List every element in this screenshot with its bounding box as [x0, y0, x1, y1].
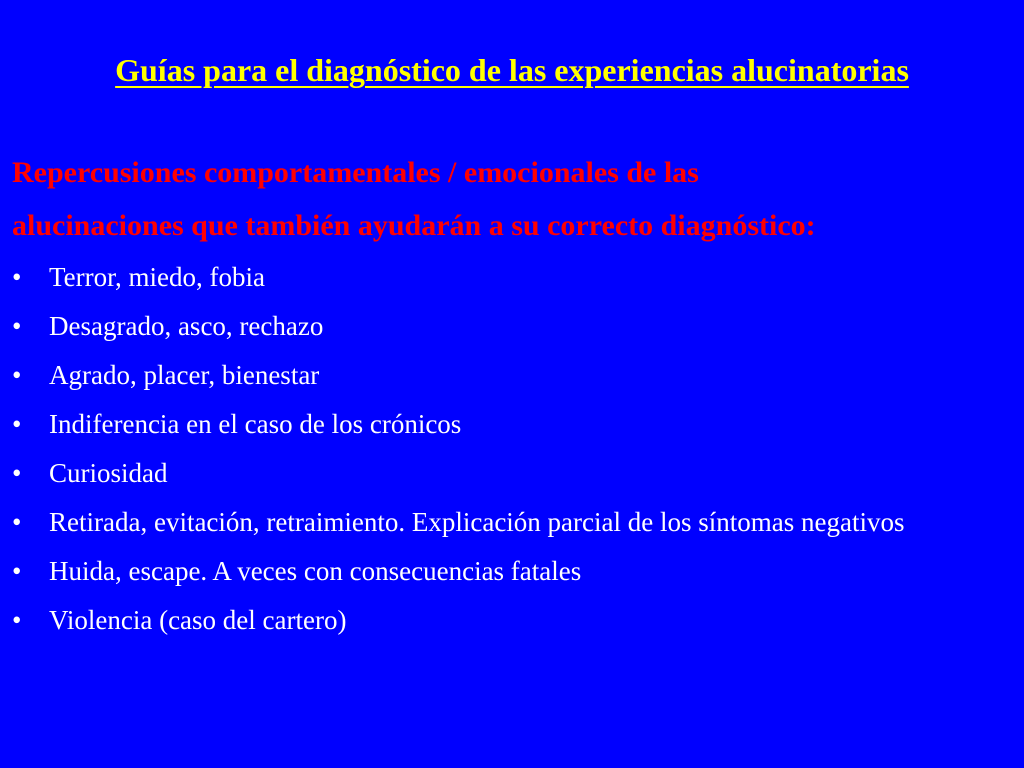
slide-subtitle	[12, 146, 1017, 252]
bullet-icon: •	[12, 458, 22, 488]
bullet-text: Indiferencia en el caso de los crónicos	[49, 409, 462, 439]
bullet-item	[12, 405, 1012, 444]
bullet-icon: •	[12, 605, 22, 635]
bullet-icon: •	[12, 360, 22, 390]
bullet-icon: •	[12, 311, 22, 341]
bullet-icon: •	[12, 409, 22, 439]
bullet-text: Huida, escape. A veces con consecuencias fatales	[49, 556, 582, 586]
bullet-item	[12, 258, 1012, 297]
bullet-icon: •	[12, 262, 22, 292]
bullet-item	[12, 503, 1012, 542]
subtitle-line: Repercusiones comportamentales / emocionales de las	[12, 156, 699, 189]
bullet-item	[12, 307, 1012, 346]
bullet-icon: •	[12, 556, 22, 586]
slide-title: Guías para el diagnóstico de las experiencias alucinatorias	[115, 52, 909, 88]
bullet-item	[12, 552, 1012, 591]
bullet-item	[12, 454, 1012, 493]
bullet-item	[12, 356, 1012, 395]
bullet-text: Retirada, evitación, retraimiento. Explicación parcial de los síntomas negativos	[49, 507, 905, 537]
bullet-list	[12, 258, 1012, 650]
bullet-text: Agrado, placer, bienestar	[49, 360, 320, 390]
bullet-text: Curiosidad	[49, 458, 168, 488]
bullet-text: Violencia (caso del cartero)	[49, 605, 347, 635]
subtitle-line: alucinaciones que también ayudarán a su correcto diagnóstico:	[12, 209, 816, 242]
bullet-text: Desagrado, asco, rechazo	[49, 311, 324, 341]
bullet-item	[12, 601, 1012, 640]
bullet-text: Terror, miedo, fobia	[49, 262, 265, 292]
bullet-icon: •	[12, 507, 22, 537]
